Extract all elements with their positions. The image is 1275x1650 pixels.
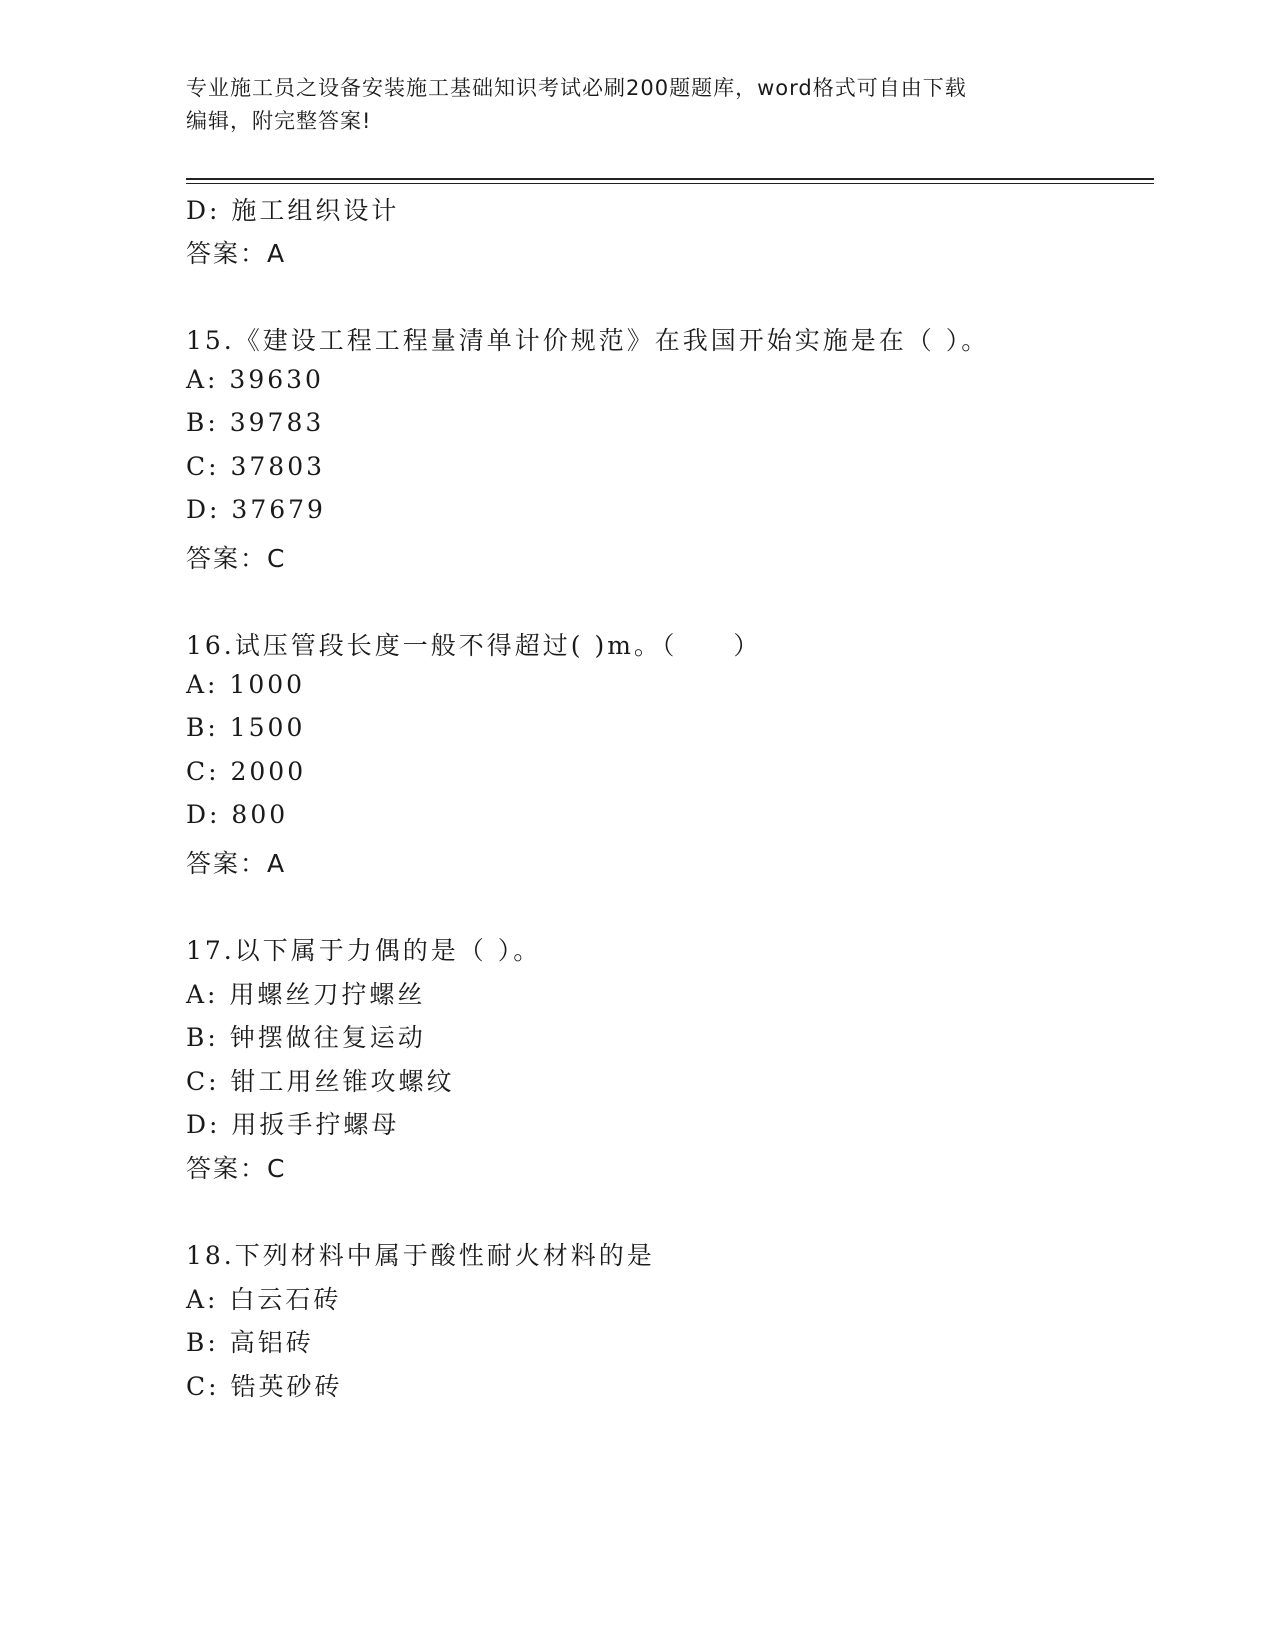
header-rule-thick — [186, 178, 1154, 180]
header-line-2: 编辑，附完整答案! — [186, 109, 372, 133]
option-a: A: 39630 — [186, 365, 324, 394]
option-d: D: 800 — [186, 800, 289, 829]
option-d: D: 施工组织设计 — [186, 196, 400, 225]
header-line-1: 专业施工员之设备安装施工基础知识考试必刷200题题库，word格式可自由下载 — [186, 76, 967, 100]
answer: 答案：A — [186, 849, 287, 878]
option-c: C: 钳工用丝锥攻螺纹 — [186, 1067, 455, 1096]
option-a: A: 用螺丝刀拧螺丝 — [186, 980, 426, 1009]
option-a: A: 白云石砖 — [186, 1285, 342, 1314]
option-c: C: 锆英砂砖 — [186, 1372, 343, 1401]
question-stem: 15.《建设工程工程量清单计价规范》在我国开始实施是在（ ）。 — [186, 326, 990, 355]
option-b: B: 高铝砖 — [186, 1328, 314, 1357]
option-b: B: 39783 — [186, 408, 325, 437]
question-stem: 17.以下属于力偶的是（ ）。 — [186, 936, 542, 965]
option-c: C: 37803 — [186, 452, 326, 481]
question-stem: 16.试压管段长度一般不得超过( )m。（ ） — [186, 631, 762, 660]
option-b: B: 钟摆做往复运动 — [186, 1023, 426, 1052]
option-c: C: 2000 — [186, 757, 307, 786]
question-stem: 18.下列材料中属于酸性耐火材料的是 — [186, 1241, 655, 1270]
answer: 答案：C — [186, 1154, 287, 1183]
document-header — [186, 72, 1066, 138]
option-d: D: 用扳手拧螺母 — [186, 1110, 400, 1139]
option-b: B: 1500 — [186, 713, 306, 742]
header-rule-thin — [186, 183, 1154, 184]
answer: 答案：A — [186, 239, 287, 268]
option-d: D: 37679 — [186, 495, 326, 524]
option-a: A: 1000 — [186, 670, 306, 699]
answer: 答案：C — [186, 544, 287, 573]
